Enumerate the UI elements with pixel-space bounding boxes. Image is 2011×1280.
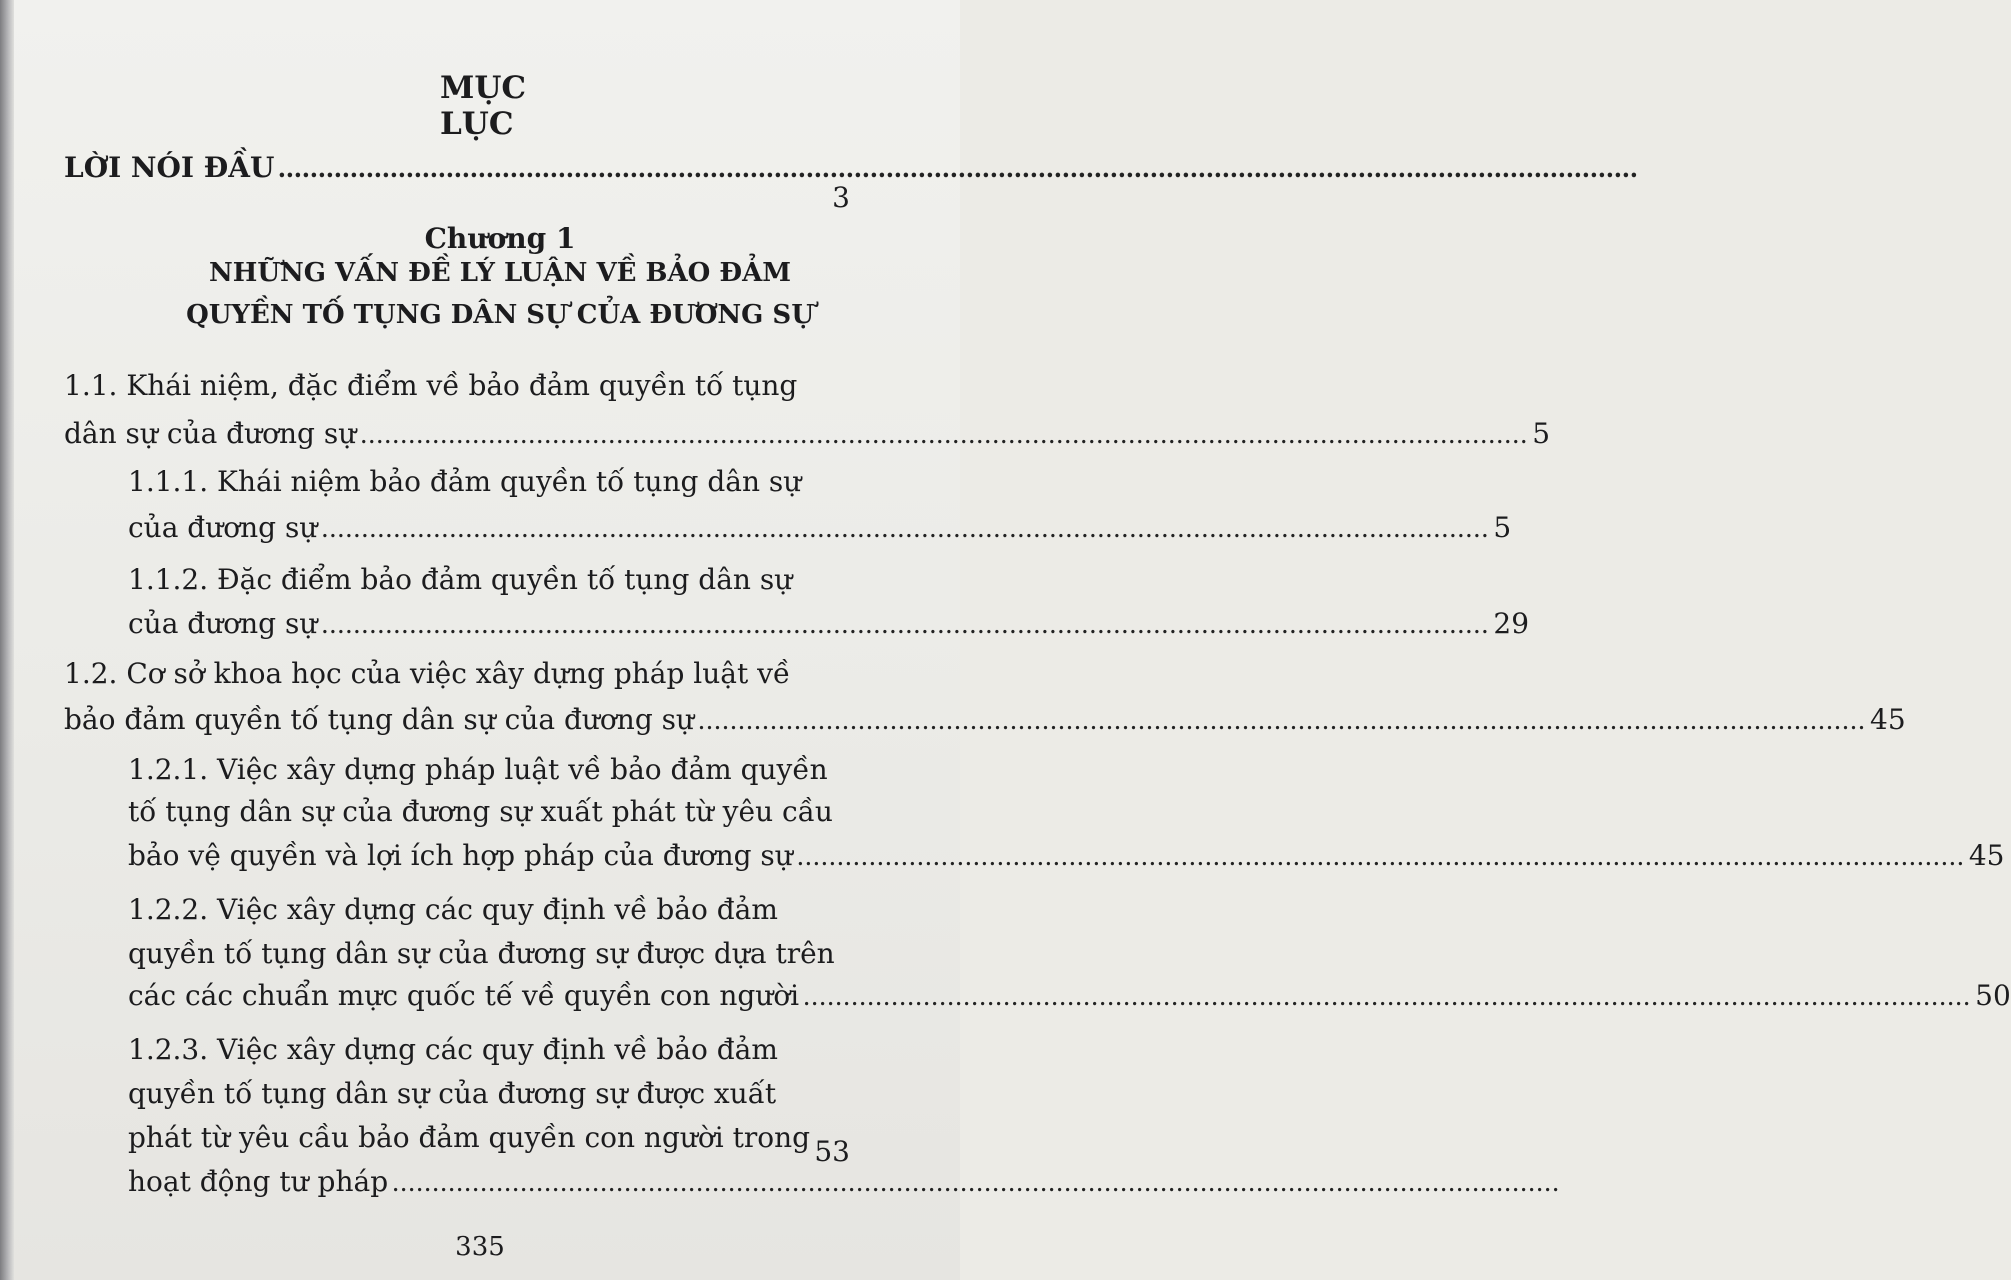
preface-label: LỜI NÓI ĐẦU: [64, 151, 275, 184]
chapter-title-line-1: NHỮNG VẤN ĐỀ LÝ LUẬN VỀ BẢO ĐẢM: [208, 258, 792, 288]
toc-entry-1-2-3-line-1: 1.2.3. Việc xây dựng các quy định về bảo đảm: [128, 1033, 778, 1066]
dot-leader: ..................................................................................................................................................: [360, 419, 1529, 450]
toc-entry-1-1-1: của đương sự .................................................................................................................................................. 5: [128, 506, 854, 550]
dot-leader: ..........................................................................................................................................................................: [278, 153, 1639, 184]
page-ref: 53: [814, 1135, 850, 1168]
toc-entry-1-1-1-line-1: 1.1.1. Khái niệm bảo đảm quyền tố tụng dân sự: [128, 465, 802, 498]
dot-leader: ..................................................................................................................................................: [796, 841, 1965, 872]
toc-entry-1-2-2-line-2: quyền tố tụng dân sự của đương sự được dựa trên: [128, 937, 835, 970]
dot-leader: ..................................................................................................................................................: [698, 705, 1867, 736]
toc-entry-1-2-line-1: 1.2. Cơ sở khoa học của việc xây dựng pháp luật về: [64, 657, 791, 690]
toc-entry-preface: [64, 146, 1639, 190]
chapter-title-line-2: QUYỀN TỐ TỤNG DÂN SỰ CỦA ĐƯƠNG SỰ: [186, 300, 814, 330]
page-ref: 50: [1975, 979, 2011, 1012]
toc-entry-1-2-3-line-2: quyền tố tụng dân sự của đương sự được xuất: [128, 1077, 777, 1110]
chapter-number: Chương 1: [424, 222, 576, 255]
toc-entry-1-2-2-line-1: 1.2.2. Việc xây dựng các quy định về bảo đảm: [128, 893, 778, 926]
page-ref: 5: [1493, 511, 1512, 544]
dot-leader: ..................................................................................................................................................: [321, 609, 1490, 640]
preface-page: 3: [832, 181, 850, 214]
toc-entry-1-1-2-line-1: 1.1.2. Đặc điểm bảo đảm quyền tố tụng dân sự: [128, 563, 793, 596]
dot-leader: ..................................................................................................................................................: [803, 981, 1972, 1012]
toc-entry-1-2-1: bảo vệ quyền và lợi ích hợp pháp của đương sự .................................................................................................................................................. 45: [128, 834, 854, 878]
book-binding-shadow: [0, 0, 14, 1280]
page-ref: 45: [1870, 703, 1906, 736]
toc-entry-1-2-2: các các chuẩn mực quốc tế về quyền con người .................................................................................................................................................. 50: [128, 974, 854, 1018]
toc-entry-1-2-1-line-1: 1.2.1. Việc xây dựng pháp luật về bảo đảm quyền: [128, 753, 828, 786]
page-number: 335: [455, 1232, 505, 1262]
toc-entry-1-2-3: hoạt động tư pháp ..................................................................................................................................................: [128, 1160, 814, 1204]
toc-entry-1-1: dân sự của đương sự .................................................................................................................................................. 5: [64, 412, 854, 456]
page-ref: 45: [1968, 839, 2005, 872]
page-ref: 5: [1532, 417, 1551, 450]
toc-title: MỤC LỤC: [440, 70, 527, 142]
toc-entry-1-2-3-line-3: phát từ yêu cầu bảo đảm quyền con người trong: [128, 1121, 811, 1154]
page-ref: 29: [1493, 607, 1530, 640]
toc-entry-1-2-1-line-2: tố tụng dân sự của đương sự xuất phát từ yêu cầu: [128, 795, 833, 828]
toc-entry-1-1-2: của đương sự .................................................................................................................................................. 29: [128, 602, 854, 646]
dot-leader: ..................................................................................................................................................: [392, 1167, 1561, 1198]
dot-leader: ..................................................................................................................................................: [321, 513, 1490, 544]
toc-entry-1-2: bảo đảm quyền tố tụng dân sự của đương sự .................................................................................................................................................. 45: [64, 698, 854, 742]
toc-entry-1-1-line-1: 1.1. Khái niệm, đặc điểm về bảo đảm quyền tố tụng: [64, 369, 798, 402]
